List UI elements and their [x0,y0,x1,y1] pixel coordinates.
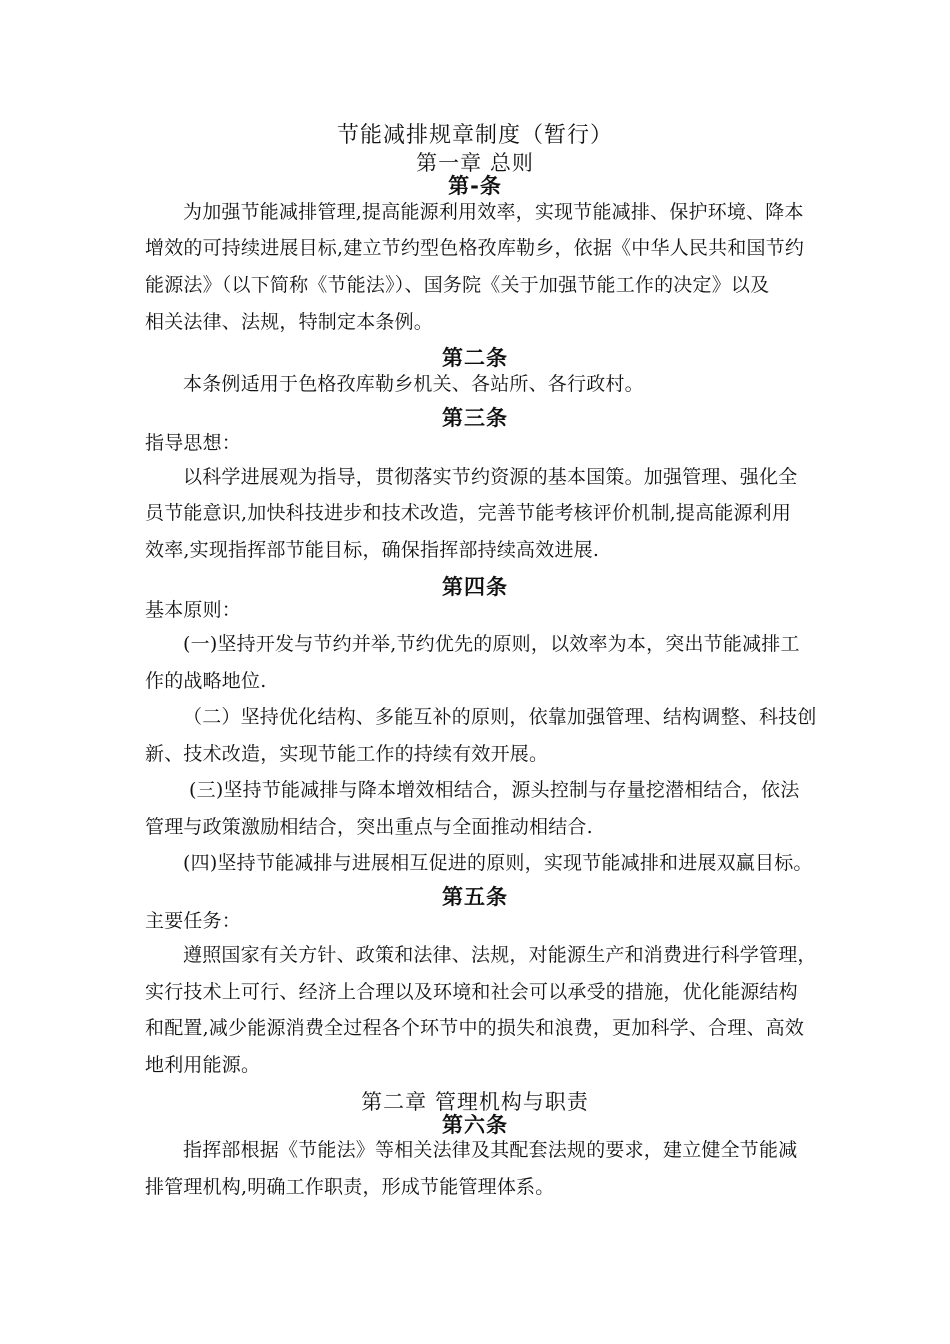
paragraph-line: 能源法》（以下简称《节能法》）、国务院《关于加强节能工作的决定》以及 [145,274,770,296]
section-label: 主要任务： [145,910,242,932]
paragraph-line: 为加强节能减排管理,提高能源利用效率，实现节能减排、保护环境、降本 [183,201,804,223]
paragraph-line: 实行技术上可行、经济上合理以及环境和社会可以承受的措施，优化能源结构 [145,981,798,1003]
section-label: 指导思想： [145,432,242,454]
paragraph-line: 排管理机构,明确工作职责，形成节能管理体系。 [145,1176,555,1198]
paragraph-line: 增效的可持续进展目标,建立节约型色格孜库勒乡，依据《中华人民共和国节约 [145,237,805,259]
article-heading: 第三条 [442,406,508,430]
paragraph-line: 相关法律、法规，特制定本条例。 [145,311,434,333]
paragraph-line: (三)坚持节能减排与降本增效相结合，源头控制与存量挖潜相结合，依法 [189,779,800,801]
chapter-heading: 第二章 管理机构与职责 [361,1090,589,1114]
paragraph-line: 员节能意识,加快科技进步和技术改造，完善节能考核评价机制,提高能源利用 [145,502,792,524]
article-heading: 第四条 [442,575,508,599]
paragraph-line: 作的战略地位. [145,670,267,692]
paragraph-line: (四)坚持节能减排与进展相互促进的原则，实现节能减排和进展双赢目标。 [183,852,813,874]
paragraph-line: (一)坚持开发与节约并举,节约优先的原则，以效率为本，突出节能减排工 [183,633,800,655]
paragraph-line: 新、技术改造，实现节能工作的持续有效开展。 [145,743,549,765]
paragraph-line: 本条例适用于色格孜库勒乡机关、各站所、各行政村。 [183,373,644,395]
article-heading: 第六条 [442,1113,508,1137]
article-heading: 第五条 [442,885,508,909]
paragraph-line: 遵照国家有关方针、政策和法律、法规，对能源生产和消费进行科学管理， [183,944,817,966]
chapter-heading: 第一章 总则 [416,151,534,175]
paragraph-line: （二）坚持优化结构、多能互补的原则，依靠加强管理、结构调整、科技创 [183,706,817,728]
paragraph-line: 和配置,减少能源消费全过程各个环节中的损失和浪费，更加科学、合理、高效 [145,1017,805,1039]
paragraph-line: 地利用能源。 [145,1054,261,1076]
paragraph-line: 指挥部根据《节能法》等相关法律及其配套法规的要求，建立健全节能减 [183,1139,798,1161]
paragraph-line: 以科学进展观为指导，贯彻落实节约资源的基本国策。加强管理、强化全 [183,466,798,488]
paragraph-line: 管理与政策激励相结合，突出重点与全面推动相结合. [145,816,593,838]
article-heading: 第-条 [448,174,502,198]
article-heading: 第二条 [442,346,508,370]
paragraph-line: 效率,实现指挥部节能目标，确保指挥部持续高效进展. [145,539,600,561]
section-label: 基本原则： [145,599,242,621]
document-title: 节能减排规章制度（暂行） [336,123,613,148]
